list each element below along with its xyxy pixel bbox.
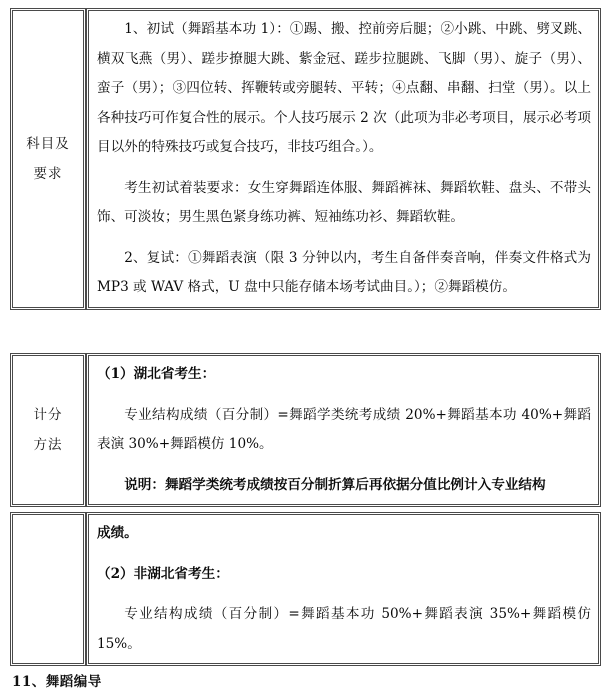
formula-hubei-candidates: 专业结构成绩（百分制）=舞蹈学类统考成绩 20%+舞蹈基本功 40%+舞蹈表演 30%+舞蹈模仿 10%。 (97, 406, 591, 452)
paragraph-spacer (97, 549, 591, 560)
label-line-2: 方法 (33, 437, 63, 453)
scoring-method-content-part2 (89, 515, 598, 663)
paragraph-second-round: 2、复试：①舞蹈表演（限 3 分钟以内，考生自备伴奏音响，伴奏文件格式为 MP3 或 WAV 格式，U 盘中只能存储本场考试曲目。）；②舞蹈模仿。 (97, 249, 591, 295)
paragraph-spacer (97, 589, 591, 600)
table-subject-requirements (10, 8, 601, 310)
row-label-subject-requirements (10, 8, 86, 310)
heading-non-hubei-candidates: （2）非湖北省考生： (97, 565, 229, 582)
label-line-1: 科目及 (26, 135, 70, 152)
paragraph-spacer (97, 233, 591, 244)
note-continuation: 成绩。 (97, 525, 138, 541)
paragraph-preliminary-exam: 1、初试（舞蹈基本功 1）：①踢、搬、控前旁后腿；②小跳、中跳、劈叉跳、横双飞燕（男）、蹉步撩腿大跳、紫金冠、蹉步拉腿跳、飞脚（男）、旋子（男）、蛮子（男）；③四位转、挥鞭转或旁腿转、平转；④点翻、串翻、扫堂（男）。以上各种技巧可作复合性的展示。个人技巧展示 2 次（此项为非必考项目，展示必考项目以外的特殊技巧或复合技巧，非技巧组合。）。 (97, 21, 591, 155)
note-statewide-exam-conversion: 说明：舞蹈学类统考成绩按百分制折算后再依据分值比例计入专业结构 (124, 476, 546, 493)
table-row (10, 353, 601, 507)
row-label-scoring-method (10, 353, 86, 507)
row-label-scoring-method-continued (10, 512, 86, 666)
table-scoring-method-part1 (10, 353, 601, 507)
scoring-method-content-part1 (89, 356, 598, 504)
label-line-1: 计分 (33, 407, 63, 423)
section-heading-dance-choreography: 11、舞蹈编导 (12, 674, 102, 690)
formula-non-hubei-candidates: 专业结构成绩（百分制）=舞蹈基本功 50%+舞蹈表演 35%+舞蹈模仿 15%。 (97, 606, 591, 652)
paragraph-spacer (97, 163, 591, 174)
paragraph-dress-code: 考生初试着装要求：女生穿舞蹈连体服、舞蹈裤袜、舞蹈软鞋、盘头、不带头饰、可淡妆；男生黑色紧身练功裤、短袖练功衫、舞蹈软鞋。 (97, 179, 591, 225)
subject-requirements-content (89, 11, 598, 307)
heading-hubei-candidates: （1）湖北省考生： (97, 366, 216, 382)
table-row (10, 8, 601, 310)
row-body-subject-requirements (86, 8, 601, 310)
paragraph-spacer (97, 390, 591, 401)
table-row (10, 512, 601, 666)
paragraph-spacer (97, 460, 591, 471)
row-body-scoring-method-part2 (86, 512, 601, 666)
row-body-scoring-method-part1 (86, 353, 601, 507)
label-line-2: 要求 (33, 165, 63, 182)
table-scoring-method-part2 (10, 512, 601, 666)
